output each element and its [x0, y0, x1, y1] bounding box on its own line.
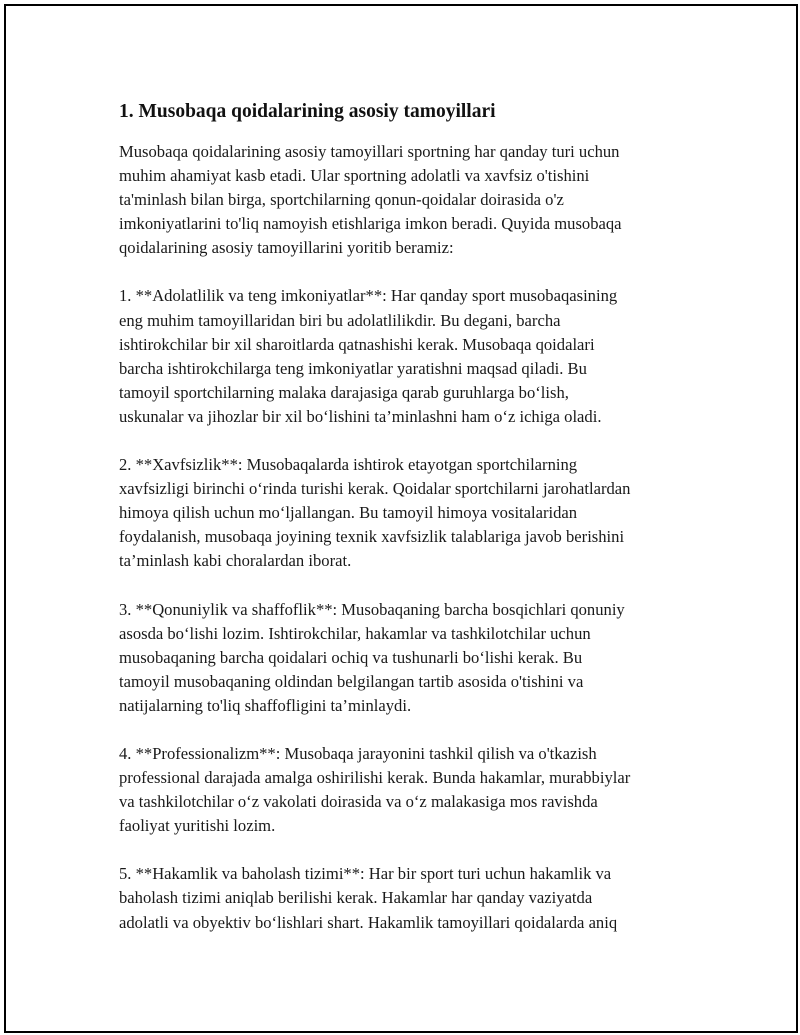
principle-safety-paragraph: 2. **Xavfsizlik**: Musobaqalarda ishtirok etayotgan sportchilarning xavfsizligi birinchi o‘rinda turishi kerak. Qoidalar sportchilarni jarohatlardan himoya qilish uchun mo‘ljallangan. Bu tamoyil himoya vositalaridan foydalanish, musobaqa joyining texnik xavfsizlik talablariga javob berishini ta’minlash kabi choralardan iborat.: [119, 455, 631, 571]
principle-fairness-paragraph: 1. **Adolatlilik va teng imkoniyatlar**: Har qanday sport musobaqasining eng muhim tamoyillaridan biri bu adolatlilikdir. Bu degani, barcha ishtirokchilar bir xil sharoitlarda qatnashishi kerak. Musobaqa qoidalari barcha ishtirokchilarga teng imkoniyatlar yaratishni maqsad qiladi. Bu tamoyil sportchilarning malaka darajasiga qarab guruhlarga bo‘lish, uskunalar va jihozlar bir xil bo‘lishini ta’minlashni ham o‘z ichiga oladi.: [119, 286, 618, 426]
section-heading: 1. Musobaqa qoidalarining asosiy tamoyillari: [119, 101, 496, 122]
principle-judging-paragraph: 5. **Hakamlik va baholash tizimi**: Har bir sport turi uchun hakamlik va baholash tizimi aniqlab berilishi kerak. Hakamlar har qanday vaziyatda adolatli va obyektiv bo‘lishlari shart. Hakamlik tamoyillari qoidalarda aniq: [119, 864, 618, 932]
principle-legality-paragraph: 3. **Qonuniylik va shaffoflik**: Musobaqaning barcha bosqichlari qonuniy asosda bo‘lishi lozim. Ishtirokchilar, hakamlar va tashkilotchilar uchun musobaqaning barcha qoidalari ochiq va tushunarli bo‘lishi kerak. Bu tamoyil musobaqaning oldindan belgilangan tartib asosida o'tishini va natijalarning to'liq shaffofligini ta’minlaydi.: [119, 599, 625, 715]
intro-paragraph: Musobaqa qoidalarining asosiy tamoyillari sportning har qanday turi uchun muhim ahamiyat kasb etadi. Ular sportning adolatli va xavfsiz o'tishini ta'minlash bilan birga, sportchilarning qonun-qoidalar doirasida o'z imkoniyatlarini to'liq namoyish etishlariga imkon beradi. Quyida musobaqa qoidalarining asosiy tamoyillarini yoritib beramiz:: [119, 142, 622, 258]
principle-professionalism-paragraph: 4. **Professionalizm**: Musobaqa jarayonini tashkil qilish va o'tkazish professional darajada amalga oshirilishi kerak. Bunda hakamlar, murabbiylar va tashkilotchilar o‘z vakolati doirasida va o‘z malakasiga mos ravishda faoliyat yuritishi lozim.: [119, 743, 631, 836]
document-body: [119, 98, 699, 959]
page-frame: [4, 4, 798, 1033]
